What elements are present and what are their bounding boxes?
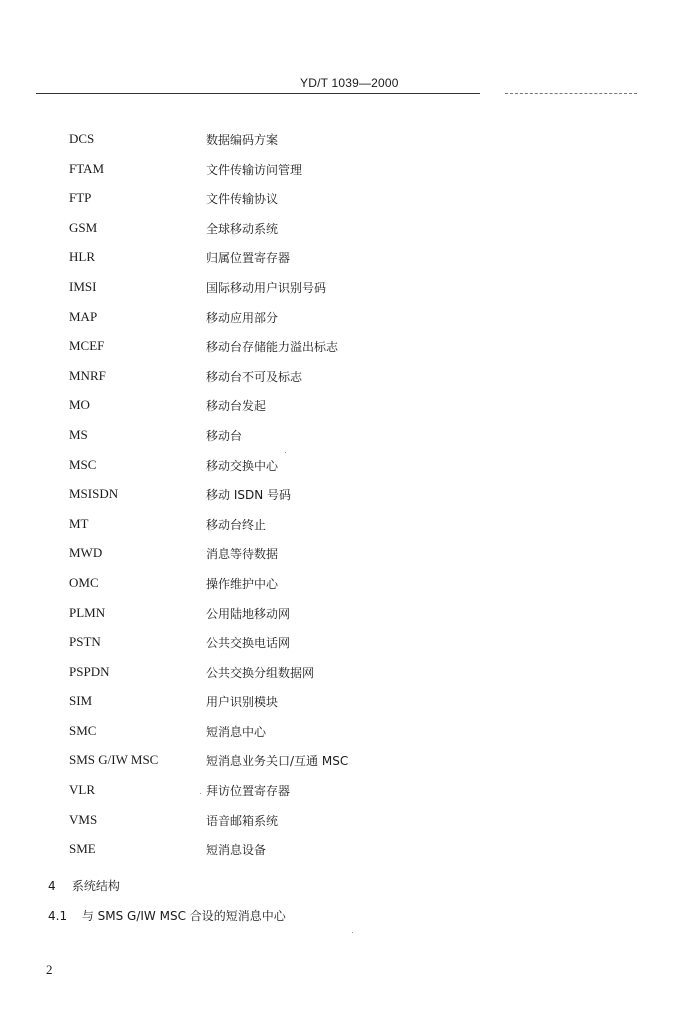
abbreviation-list — [0, 131, 682, 871]
abbreviation: MS — [69, 426, 88, 442]
abbreviation: FTP — [69, 190, 92, 206]
abbreviation: GSM — [69, 219, 98, 235]
list-item — [0, 605, 682, 635]
definition: 公共交换电话网 — [206, 636, 291, 651]
list-item — [0, 516, 682, 546]
abbreviation: SME — [69, 841, 96, 857]
abbreviation: MAP — [69, 308, 98, 324]
scan-speck — [285, 452, 286, 453]
definition: 短消息业务关口/互通 MSC — [206, 754, 349, 769]
list-item — [0, 812, 682, 842]
abbreviation: MWD — [69, 545, 103, 561]
abbreviation: SMC — [69, 722, 97, 738]
abbreviation: MCEF — [69, 338, 105, 354]
list-item — [0, 841, 682, 871]
abbreviation: MT — [69, 515, 89, 531]
abbreviation: SIM — [69, 693, 93, 709]
abbreviation: MSISDN — [69, 486, 119, 502]
list-item — [0, 249, 682, 279]
definition: 文件传输协议 — [206, 192, 279, 207]
abbreviation: FTAM — [69, 160, 105, 176]
definition: 移动台不可及标志 — [206, 369, 303, 384]
abbreviation: VLR — [69, 782, 95, 798]
list-item — [0, 368, 682, 398]
definition: 国际移动用户识别号码 — [206, 280, 327, 295]
list-item — [0, 752, 682, 782]
definition: 用户识别模块 — [206, 695, 279, 710]
list-item — [0, 693, 682, 723]
list-item — [0, 279, 682, 309]
definition: 移动台存储能力溢出标志 — [206, 340, 339, 355]
definition: 移动 ISDN 号码 — [206, 488, 292, 503]
header-rule-dashed — [505, 93, 637, 94]
header-rule — [36, 93, 480, 94]
section-title: 与 SMS G/IW MSC 合设的短消息中心 — [81, 909, 286, 923]
list-item — [0, 634, 682, 664]
list-item — [0, 457, 682, 487]
section-number: 4 — [48, 879, 56, 893]
list-item — [0, 486, 682, 516]
list-item — [0, 664, 682, 694]
list-item — [0, 131, 682, 161]
definition: 移动应用部分 — [206, 310, 279, 325]
definition: 短消息设备 — [206, 843, 267, 858]
list-item — [0, 161, 682, 191]
section-number: 4.1 — [48, 909, 68, 923]
list-item — [0, 782, 682, 812]
abbreviation: PLMN — [69, 604, 106, 620]
definition: 短消息中心 — [206, 724, 267, 739]
list-item — [0, 723, 682, 753]
list-item — [0, 397, 682, 427]
abbreviation: PSPDN — [69, 663, 110, 679]
abbreviation: PSTN — [69, 634, 101, 650]
abbreviation: MNRF — [69, 367, 106, 383]
list-item — [0, 190, 682, 220]
list-item — [0, 545, 682, 575]
scan-speck — [352, 932, 353, 933]
list-item — [0, 427, 682, 457]
abbreviation: SMS G/IW MSC — [69, 752, 159, 768]
definition: 移动台终止 — [206, 517, 267, 532]
section-heading-4-1 — [48, 907, 286, 924]
scan-speck — [200, 793, 201, 794]
section-heading-4 — [48, 877, 120, 894]
abbreviation: DCS — [69, 131, 95, 146]
list-item — [0, 575, 682, 605]
definition: 语音邮箱系统 — [206, 813, 279, 828]
definition: 移动台发起 — [206, 399, 267, 414]
definition: 数据编码方案 — [206, 133, 279, 147]
section-title: 系统结构 — [71, 879, 120, 893]
abbreviation: VMS — [69, 811, 98, 827]
definition: 移动台 — [206, 428, 243, 443]
definition: 消息等待数据 — [206, 547, 279, 562]
document-code: YD/T 1039—2000 — [300, 76, 399, 90]
definition: 全球移动系统 — [206, 221, 279, 236]
page-number: 2 — [46, 962, 53, 977]
abbreviation: MO — [69, 397, 90, 413]
list-item — [0, 309, 682, 339]
list-item — [0, 220, 682, 250]
definition: 公共交换分组数据网 — [206, 665, 315, 680]
abbreviation: MSC — [69, 456, 97, 472]
definition: 公用陆地移动网 — [206, 606, 291, 621]
abbreviation: HLR — [69, 249, 95, 265]
definition: 文件传输访问管理 — [206, 162, 303, 177]
definition: 操作维护中心 — [206, 576, 279, 591]
definition: 拜访位置寄存器 — [206, 784, 291, 799]
definition: 移动交换中心 — [206, 458, 279, 473]
list-item — [0, 338, 682, 368]
abbreviation: OMC — [69, 574, 99, 590]
definition: 归属位置寄存器 — [206, 251, 291, 266]
abbreviation: IMSI — [69, 278, 97, 294]
